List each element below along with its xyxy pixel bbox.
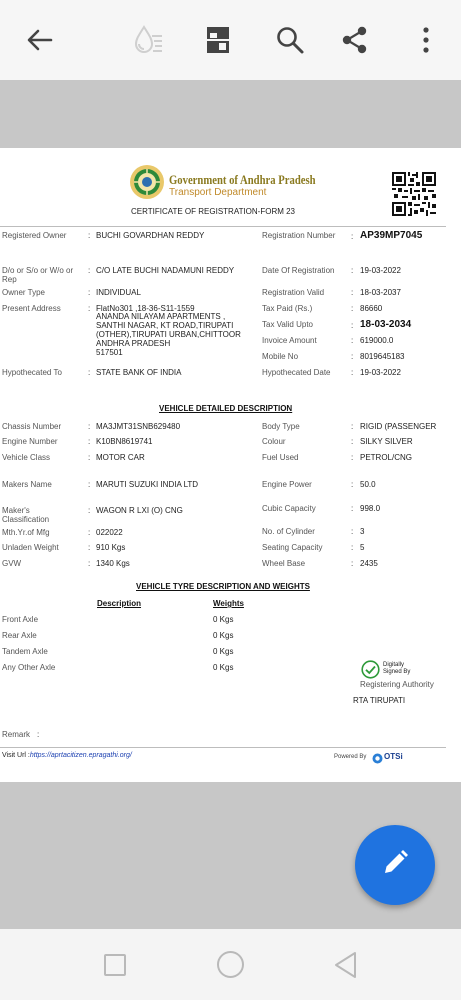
colon: : <box>351 527 354 536</box>
colon: : <box>351 232 354 241</box>
registration-valid-value: 18-03-2037 <box>360 288 401 297</box>
wheel-base-value: 2435 <box>360 559 378 568</box>
colon: : <box>88 543 91 552</box>
visit-url-line <box>2 752 132 759</box>
tax-paid-value: 86660 <box>360 304 383 313</box>
mobile-number-value: 8019645183 <box>360 352 405 361</box>
vehicle-description-heading: VEHICLE DETAILED DESCRIPTION <box>159 404 293 413</box>
colon: : <box>88 506 91 515</box>
relation-value: C/O LATE BUCHI NADAMUNI REDDY <box>96 266 235 275</box>
otsi-logo-icon <box>372 751 383 762</box>
qr-code <box>392 172 436 216</box>
colon: : <box>351 480 354 489</box>
chassis-number-value: MA3JMT31SNB629480 <box>96 422 181 431</box>
hypothecated-to-value: STATE BANK OF INDIA <box>96 368 182 377</box>
colon: : <box>88 437 91 446</box>
header-divider <box>0 226 446 227</box>
edit-button[interactable] <box>355 825 435 905</box>
colon: : <box>88 480 91 489</box>
colon: : <box>88 422 91 431</box>
owner-type-value: INDIVIDUAL <box>96 288 141 297</box>
engine-number-value: K10BN8619741 <box>96 437 153 446</box>
colon: : <box>88 453 91 462</box>
layout-icon[interactable] <box>200 22 236 58</box>
tyre-row-weight: 0 Kgs <box>213 631 234 640</box>
remark-label: Remark <box>2 730 31 739</box>
tax-valid-label: Tax Valid Upto <box>262 320 313 329</box>
tyre-row-weight: 0 Kgs <box>213 647 234 656</box>
tyre-row-label: Front Axle <box>2 615 39 624</box>
colon: : <box>351 422 354 431</box>
colon: : <box>37 730 40 739</box>
chassis-number-label: Chassis Number <box>2 422 62 431</box>
unladen-weight-label: Unladen Weight <box>2 543 59 552</box>
colon: : <box>88 304 91 313</box>
colon: : <box>351 543 354 552</box>
relation-label: D/o or S/o or W/o or <box>2 266 74 275</box>
more-options-icon[interactable] <box>408 22 444 58</box>
colon: : <box>351 368 354 377</box>
cubic-capacity-value: 998.0 <box>360 504 381 513</box>
fuel-used-value: PETROL/CNG <box>360 453 413 462</box>
registration-certificate-page[interactable] <box>0 148 461 782</box>
share-icon[interactable] <box>337 22 373 58</box>
registration-number-label: Registration Number <box>262 231 336 240</box>
back-arrow-icon[interactable] <box>22 22 58 58</box>
visit-url-link[interactable]: https://aprtacitizen.epragathi.org/ <box>29 752 132 759</box>
gvw-value: 1340 Kgs <box>96 559 130 568</box>
makers-name-label: Makers Name <box>2 480 52 489</box>
tyre-description-column-header: Description <box>97 599 142 608</box>
vehicle-class-value: MOTOR CAR <box>96 453 145 462</box>
hypothecated-date-value: 19-03-2022 <box>360 368 401 377</box>
search-icon[interactable] <box>272 22 308 58</box>
registration-number-value: AP39MP7045 <box>360 230 423 241</box>
invoice-amount-value: 619000.0 <box>360 336 394 345</box>
colon: : <box>88 528 91 537</box>
registered-owner-label: Registered Owner <box>2 231 67 240</box>
colon: : <box>351 352 354 361</box>
pencil-icon <box>378 846 412 885</box>
registration-date-value: 19-03-2022 <box>360 266 401 275</box>
reading-mode-icon[interactable] <box>130 22 166 58</box>
registration-valid-label: Registration Valid <box>262 288 325 297</box>
top-toolbar <box>0 0 461 80</box>
vehicle-class-label: Vehicle Class <box>2 453 51 462</box>
wheel-base-label: Wheel Base <box>262 559 306 568</box>
colon: : <box>351 437 354 446</box>
address-line: FlatNo301 ,18-36-S11-1559 <box>96 304 195 313</box>
powered-by-text: Powered By <box>334 754 367 760</box>
seating-capacity-label: Seating Capacity <box>262 543 323 552</box>
gvw-label: GVW <box>2 559 22 568</box>
colon: : <box>351 453 354 462</box>
otsi-brand-text: OTSi <box>384 752 403 761</box>
tyre-row-label: Tandem Axle <box>2 647 48 656</box>
tyre-row-label: Any Other Axle <box>2 663 56 672</box>
owner-type-label: Owner Type <box>2 288 45 297</box>
colon: : <box>351 559 354 568</box>
digital-signature-check-icon <box>361 660 380 679</box>
recents-square-icon[interactable] <box>104 954 126 976</box>
body-type-value: RIGID (PASSENGER <box>360 422 437 431</box>
manufacture-date-value: 022022 <box>96 528 123 537</box>
address-line: (OTHER),TIRUPATI URBAN,CHITTOOR <box>96 330 241 339</box>
colon: : <box>351 288 354 297</box>
government-title: Government of Andhra Pradesh <box>169 172 316 187</box>
fuel-used-label: Fuel Used <box>262 453 299 462</box>
cylinder-count-label: No. of Cylinder <box>262 527 315 536</box>
maker-classification-label-2: Classification <box>2 515 50 524</box>
certificate-title: CERTIFICATE OF REGISTRATION-FORM 23 <box>131 207 296 216</box>
colon: : <box>88 266 91 275</box>
colon: : <box>88 559 91 568</box>
maker-classification-value: WAGON R LXI (O) CNG <box>96 506 183 515</box>
registered-owner-value: BUCHI GOVARDHAN REDDY <box>96 231 205 240</box>
hypothecated-date-label: Hypothecated Date <box>262 368 331 377</box>
relation-label-rep: Rep <box>2 275 17 284</box>
body-type-label: Body Type <box>262 422 300 431</box>
unladen-weight-value: 910 Kgs <box>96 543 126 552</box>
cylinder-count-value: 3 <box>360 527 365 536</box>
footer-divider <box>0 747 446 748</box>
tyre-row-weight: 0 Kgs <box>213 615 234 624</box>
department-title: Transport Department <box>169 187 267 198</box>
digitally-text: Digitally <box>383 662 405 668</box>
mobile-number-label: Mobile No <box>262 352 299 361</box>
colon: : <box>88 368 91 377</box>
colon: : <box>88 288 91 297</box>
address-line: SANTHI NAGAR, KT ROAD,TIRUPATI <box>96 321 234 330</box>
tyre-row-label: Rear Axle <box>2 631 37 640</box>
registering-authority-label: Registering Authority <box>360 680 434 689</box>
system-navigation-bar <box>0 929 461 1000</box>
colon: : <box>351 266 354 275</box>
tyre-weights-column-header: Weights <box>213 599 244 608</box>
back-triangle-icon[interactable] <box>333 951 359 979</box>
manufacture-date-label: Mth.Yr.of Mfg <box>2 528 50 537</box>
seating-capacity-value: 5 <box>360 543 365 552</box>
colon: : <box>351 304 354 313</box>
home-circle-icon[interactable] <box>217 951 244 978</box>
address-line: ANANDA NILAYAM APARTMENTS , <box>96 312 226 321</box>
colon: : <box>351 321 354 330</box>
address-line: 517501 <box>96 348 123 357</box>
colon: : <box>351 504 354 513</box>
colon: : <box>88 231 91 240</box>
viewer-background <box>0 80 461 148</box>
rta-name: RTA TIRUPATI <box>353 696 406 705</box>
engine-power-value: 50.0 <box>360 480 376 489</box>
hypothecated-to-label: Hypothecated To <box>2 368 62 377</box>
signed-by-text: Signed By <box>383 669 411 675</box>
maker-classification-label: Maker's <box>2 506 30 515</box>
tax-valid-value: 18-03-2034 <box>360 319 412 330</box>
engine-number-label: Engine Number <box>2 437 58 446</box>
cubic-capacity-label: Cubic Capacity <box>262 504 316 513</box>
tax-paid-label: Tax Paid (Rs.) <box>262 304 313 313</box>
address-line: ANDHRA PRADESH <box>96 339 171 348</box>
colour-value: SILKY SILVER <box>360 437 413 446</box>
present-address-label: Present Address <box>2 304 61 313</box>
engine-power-label: Engine Power <box>262 480 312 489</box>
tyre-description-heading: VEHICLE TYRE DESCRIPTION AND WEIGHTS <box>136 582 310 591</box>
registration-date-label: Date Of Registration <box>262 266 335 275</box>
tyre-row-weight: 0 Kgs <box>213 663 234 672</box>
colon: : <box>351 336 354 345</box>
colour-label: Colour <box>262 437 286 446</box>
ap-emblem-logo <box>129 164 165 200</box>
visit-url-label: Visit Url : <box>2 752 30 759</box>
invoice-amount-label: Invoice Amount <box>262 336 317 345</box>
makers-name-value: MARUTI SUZUKI INDIA LTD <box>96 480 199 489</box>
